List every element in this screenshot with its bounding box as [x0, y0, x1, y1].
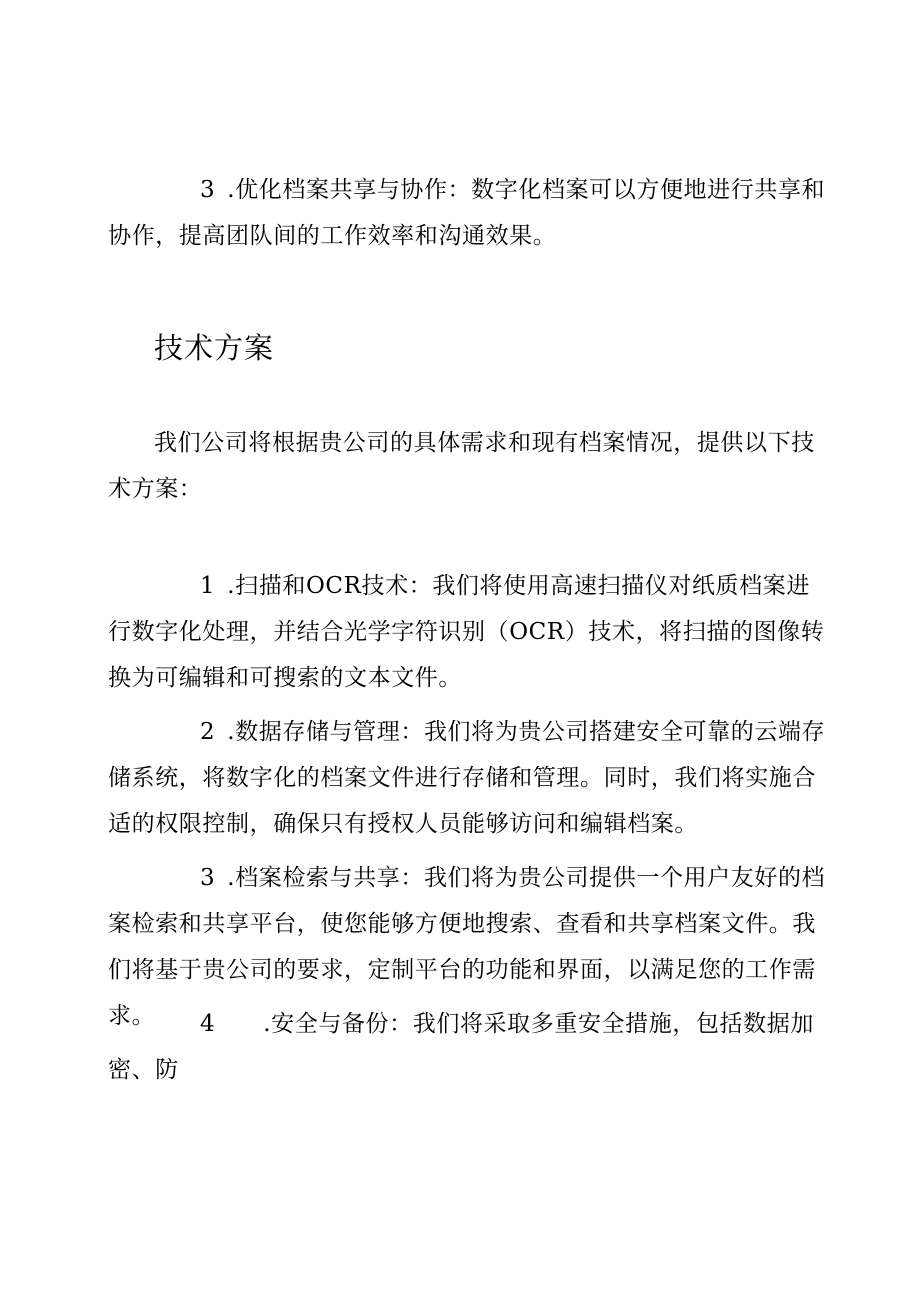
list-item-text: .扫描和OCR技术：我们将使用高速扫描仪对纸质档案进行数字化处理，并结合光学字符识别（OCR）技术，将扫描的图像转换为可编辑和可搜索的文本文件。	[108, 573, 825, 691]
list-item-text: .档案检索与共享：我们将为贵公司提供一个用户友好的档案检索和共享平台，使您能够方便地搜索、查看和共享档案文件。我们将基于贵公司的要求，定制平台的功能和界面，以满足您的工作需求。	[108, 865, 826, 1029]
list-item-storage-management	[108, 709, 828, 847]
intro-paragraph: 我们公司将根据贵公司的具体需求和现有档案情况，提供以下技术方案：	[108, 430, 815, 502]
list-item-text: .数据存储与管理：我们将为贵公司搭建安全可靠的云端存储系统，将数字化的档案文件进行存储和管理。同时，我们将实施合适的权限控制，确保只有授权人员能够访问和编辑档案。	[108, 719, 826, 837]
list-item-number: 1	[200, 573, 216, 599]
list-item-number: 3	[200, 177, 216, 203]
list-item-number: 2	[200, 719, 216, 745]
section-title: 技术方案	[154, 331, 275, 365]
list-item-number: 4	[200, 1011, 216, 1037]
list-item-number: 3	[200, 865, 216, 891]
list-item-text: .安全与备份：我们将采取多重安全措施，包括数据加密、防	[108, 1011, 814, 1083]
list-item-optimize-sharing	[108, 167, 828, 259]
list-item-text: .优化档案共享与协作：数字化档案可以方便地进行共享和协作，提高团队间的工作效率和沟通效果。	[108, 177, 826, 249]
list-item-security-backup	[108, 1001, 828, 1093]
list-item-scanning-ocr	[108, 563, 828, 701]
